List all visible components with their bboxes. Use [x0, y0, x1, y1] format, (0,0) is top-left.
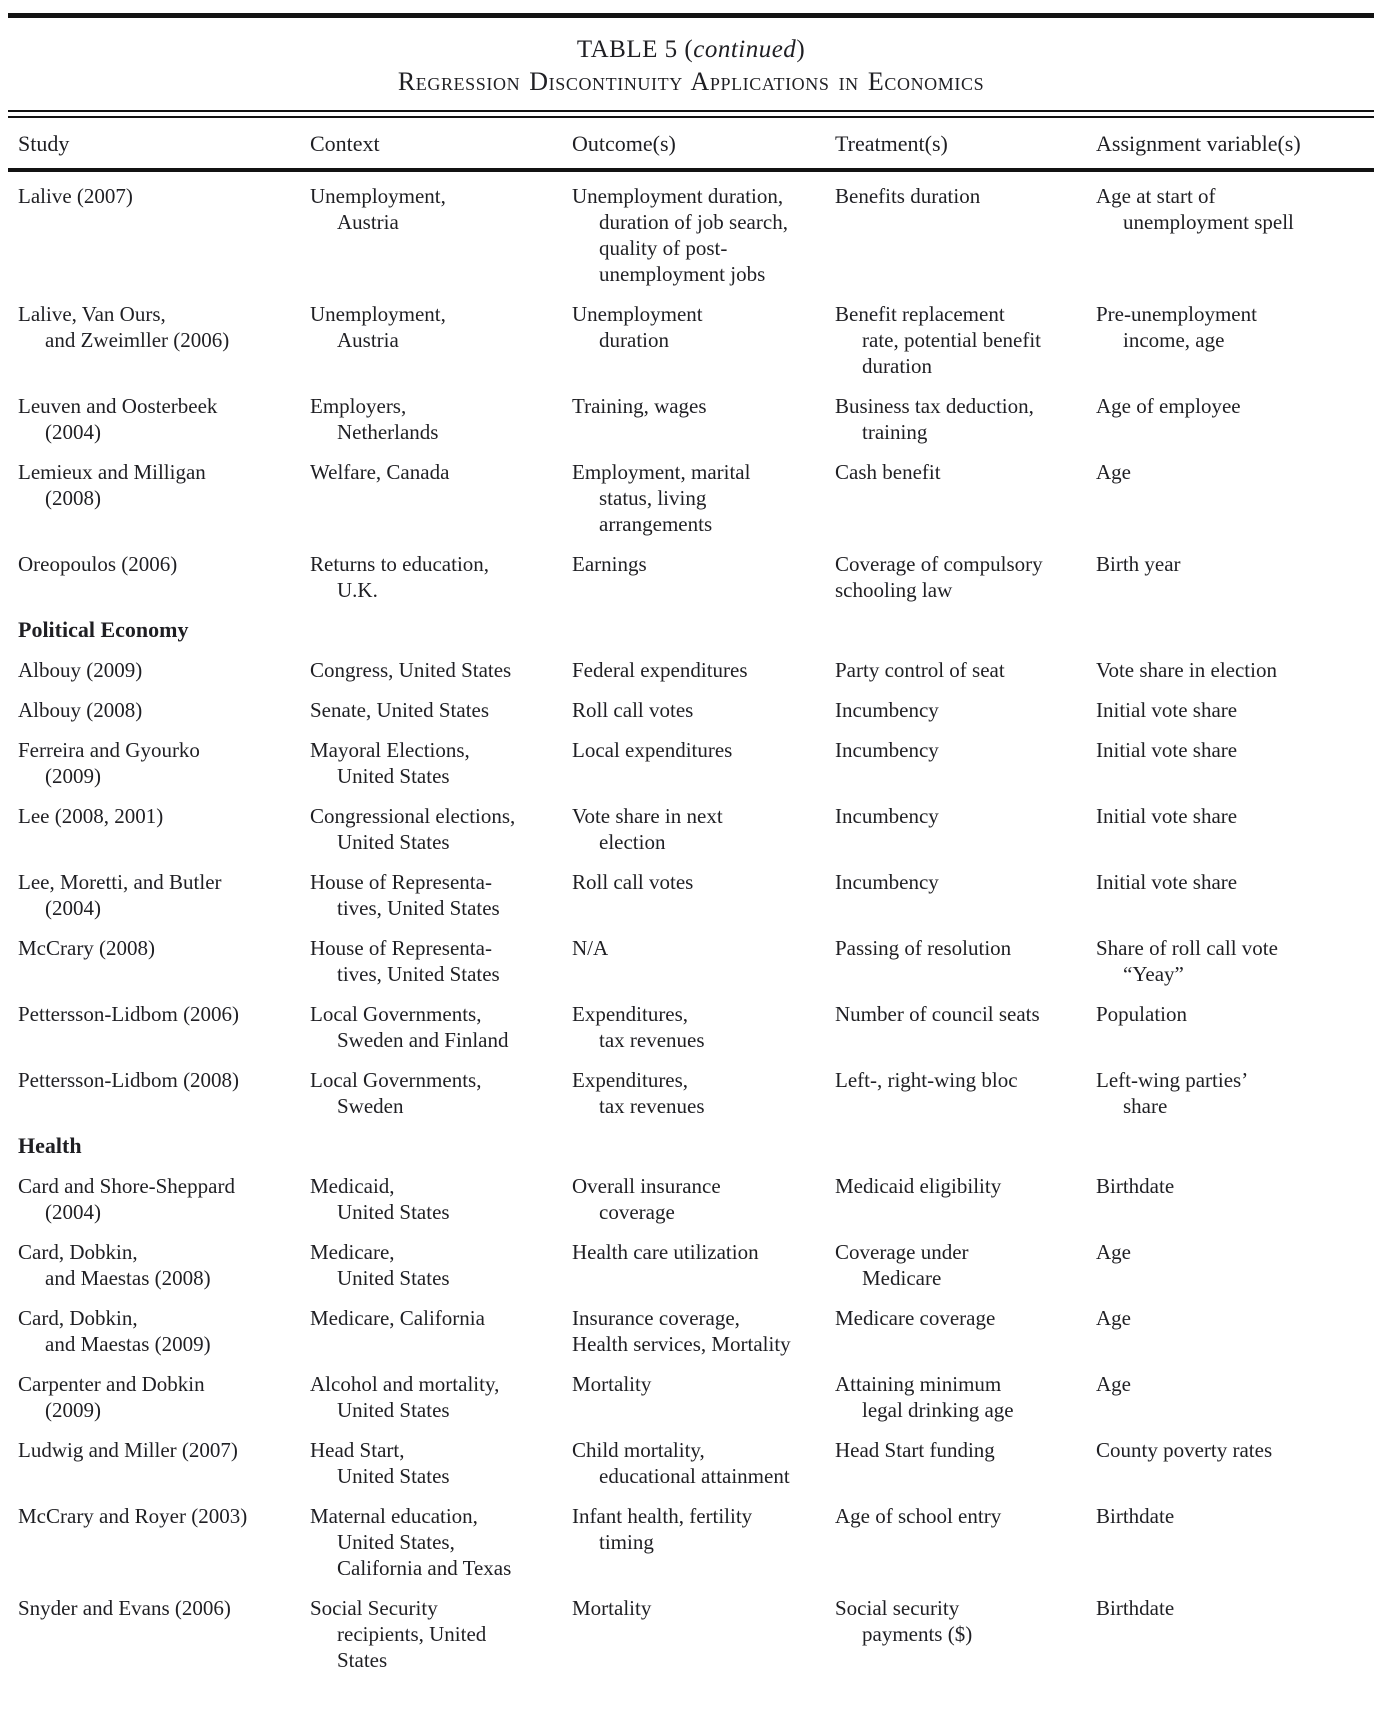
cell-outcomes: [572, 935, 835, 987]
cell-assignment: [1096, 459, 1372, 537]
cell-study: [18, 551, 310, 603]
column-header-outcomes: Outcome(s): [572, 131, 676, 156]
text-line: Age of school entry: [835, 1504, 1002, 1528]
text-line: Congress, United States: [310, 658, 512, 682]
text-line: Age of employee: [1096, 394, 1241, 418]
text-line: Medicare, California: [310, 1306, 485, 1330]
text-line: Card, Dobkin,: [18, 1306, 138, 1330]
cell-assignment: [1096, 1239, 1372, 1291]
text-line: Roll call votes: [572, 698, 694, 722]
text-line: Albouy (2009): [18, 658, 143, 682]
text-line: (2004): [45, 1200, 101, 1224]
cell-outcomes: [572, 657, 835, 683]
cell-context: [310, 737, 572, 789]
text-line: duration: [599, 328, 669, 352]
cell-assignment: [1096, 1067, 1372, 1119]
text-line: Lalive (2007): [18, 184, 133, 208]
top-rule: [8, 13, 1374, 18]
table-title-continued: continued: [693, 36, 797, 63]
text-line: unemployment jobs: [599, 262, 766, 286]
table-row: [0, 1437, 1382, 1489]
table-row: [0, 1239, 1382, 1291]
text-line: Local expenditures: [572, 738, 733, 762]
table-row: [0, 551, 1382, 603]
cell-outcomes: [572, 1595, 835, 1673]
cell-treatments: [835, 1595, 1096, 1673]
text-line: Expenditures,: [572, 1002, 689, 1026]
text-line: Left-wing parties’: [1096, 1068, 1249, 1092]
table-title: [0, 36, 1382, 64]
text-line: House of Representa-: [310, 936, 492, 960]
text-line: Returns to education,: [310, 552, 490, 576]
cell-assignment: [1096, 1437, 1372, 1489]
text-line: Ludwig and Miller (2007): [18, 1438, 238, 1462]
text-line: Age: [1096, 1372, 1131, 1396]
cell-outcomes: [572, 1001, 835, 1053]
text-line: Maternal education,: [310, 1504, 478, 1528]
text-line: Employers,: [310, 394, 407, 418]
cell-context: [310, 657, 572, 683]
text-line: (2004): [45, 420, 101, 444]
text-line: House of Representa-: [310, 870, 492, 894]
text-line: (2004): [45, 896, 101, 920]
text-line: Vote share in election: [1096, 658, 1277, 682]
text-line: duration of job search,: [599, 210, 788, 234]
text-line: Birthdate: [1096, 1596, 1175, 1620]
cell-context: [310, 1305, 572, 1357]
table-row: [0, 1067, 1382, 1119]
cell-outcomes: [572, 551, 835, 603]
cell-treatments: [835, 1001, 1096, 1053]
text-line: Sweden: [337, 1094, 404, 1118]
cell-treatments: [835, 1371, 1096, 1423]
text-line: Unemployment duration,: [572, 184, 784, 208]
cell-study: [18, 301, 310, 379]
cell-treatments: [835, 301, 1096, 379]
text-line: McCrary and Royer (2003): [18, 1504, 248, 1528]
cell-context: [310, 935, 572, 987]
text-line: Number of council seats: [835, 1002, 1040, 1026]
text-line: United States: [337, 1398, 450, 1422]
text-line: Cash benefit: [835, 460, 941, 484]
table-row: [0, 1001, 1382, 1053]
text-line: duration: [862, 354, 932, 378]
text-line: Senate, United States: [310, 698, 490, 722]
text-line: Austria: [337, 328, 399, 352]
text-line: Age: [1096, 460, 1131, 484]
text-line: Ferreira and Gyourko: [18, 738, 200, 762]
table-row: [0, 737, 1382, 789]
cell-study: [18, 869, 310, 921]
text-line: share: [1123, 1094, 1168, 1118]
text-line: Carpenter and Dobkin: [18, 1372, 205, 1396]
cell-context: [310, 1173, 572, 1225]
cell-assignment: [1096, 183, 1372, 287]
text-line: Netherlands: [337, 420, 439, 444]
cell-study: [18, 393, 310, 445]
text-line: Expenditures,: [572, 1068, 689, 1092]
text-line: timing: [599, 1530, 654, 1554]
text-line: Child mortality,: [572, 1438, 705, 1462]
cell-outcomes: [572, 301, 835, 379]
text-line: Sweden and Finland: [337, 1028, 509, 1052]
text-line: Initial vote share: [1096, 738, 1238, 762]
cell-assignment: [1096, 1305, 1372, 1357]
text-line: Lalive, Van Ours,: [18, 302, 166, 326]
cell-assignment: [1096, 737, 1372, 789]
cell-study: [18, 1173, 310, 1225]
cell-study: [18, 1305, 310, 1357]
document-page: [0, 13, 1382, 1720]
cell-study: [18, 1239, 310, 1291]
text-line: Population: [1096, 1002, 1188, 1026]
column-header-treatments: Treatment(s): [835, 131, 948, 156]
text-line: United States: [337, 764, 450, 788]
text-line: tax revenues: [599, 1028, 705, 1052]
text-line: Roll call votes: [572, 870, 694, 894]
cell-outcomes: [572, 869, 835, 921]
text-line: Incumbency: [835, 870, 939, 894]
cell-outcomes: [572, 1503, 835, 1581]
text-line: Birth year: [1096, 552, 1181, 576]
cell-treatments: [835, 697, 1096, 723]
text-line: Local Governments,: [310, 1068, 482, 1092]
double-rule: [8, 110, 1374, 118]
cell-assignment: [1096, 393, 1372, 445]
text-line: Head Start funding: [835, 1438, 995, 1462]
table-subtitle: Regression Discontinuity Applications in Economics: [397, 67, 985, 96]
text-line: Albouy (2008): [18, 698, 143, 722]
cell-treatments: [835, 459, 1096, 537]
text-line: “Yeay”: [1123, 962, 1184, 986]
cell-treatments: [835, 1239, 1096, 1291]
text-line: legal drinking age: [862, 1398, 1014, 1422]
cell-study: [18, 935, 310, 987]
cell-assignment: [1096, 935, 1372, 987]
cell-context: [310, 1371, 572, 1423]
text-line: Birthdate: [1096, 1504, 1175, 1528]
table-row: [0, 803, 1382, 855]
text-line: Benefit replacement: [835, 302, 1005, 326]
text-line: N/A: [572, 936, 609, 960]
cell-context: [310, 1067, 572, 1119]
cell-context: [310, 459, 572, 537]
text-line: Training, wages: [572, 394, 707, 418]
text-line: Overall insurance: [572, 1174, 721, 1198]
text-line: recipients, United: [337, 1622, 487, 1646]
cell-assignment: [1096, 301, 1372, 379]
cell-study: [18, 1371, 310, 1423]
text-line: Lemieux and Milligan: [18, 460, 206, 484]
text-line: Head Start,: [310, 1438, 405, 1462]
table-row: [0, 1371, 1382, 1423]
cell-outcomes: [572, 737, 835, 789]
text-line: Birthdate: [1096, 1174, 1175, 1198]
text-line: Local Governments,: [310, 1002, 482, 1026]
column-header-assignment: Assignment variable(s): [1096, 131, 1301, 156]
table-row: [0, 1305, 1382, 1357]
text-line: Alcohol and mortality,: [310, 1372, 500, 1396]
text-line: Pre-unemployment: [1096, 302, 1257, 326]
text-line: Leuven and Oosterbeek: [18, 394, 218, 418]
table-row: [0, 1173, 1382, 1225]
text-line: Initial vote share: [1096, 698, 1238, 722]
cell-context: [310, 1239, 572, 1291]
text-line: California and Texas: [337, 1556, 512, 1580]
table-row: [0, 301, 1382, 379]
text-line: Mortality: [572, 1596, 652, 1620]
text-line: rate, potential benefit: [862, 328, 1042, 352]
column-header-context: Context: [310, 131, 380, 156]
table-title-prefix: TABLE 5 (: [576, 36, 694, 63]
cell-study: [18, 803, 310, 855]
cell-study: [18, 459, 310, 537]
text-line: payments ($): [862, 1622, 973, 1646]
text-line: Coverage under: [835, 1240, 969, 1264]
text-line: Vote share in next: [572, 804, 723, 828]
text-line: Incumbency: [835, 738, 939, 762]
text-line: income, age: [1123, 328, 1225, 352]
table-title-suffix: ): [796, 36, 806, 63]
cell-context: [310, 183, 572, 287]
cell-context: [310, 1595, 572, 1673]
cell-outcomes: [572, 1305, 835, 1357]
cell-treatments: [835, 1305, 1096, 1357]
cell-assignment: [1096, 803, 1372, 855]
text-line: Medicare: [862, 1266, 942, 1290]
text-line: Attaining minimum: [835, 1372, 1002, 1396]
text-line: Passing of resolution: [835, 936, 1012, 960]
text-line: and Zweimller (2006): [45, 328, 230, 352]
text-line: Party control of seat: [835, 658, 1005, 682]
text-line: Social Security: [310, 1596, 438, 1620]
cell-outcomes: [572, 803, 835, 855]
text-line: schooling law: [835, 578, 953, 602]
cell-treatments: [835, 1173, 1096, 1225]
cell-assignment: [1096, 551, 1372, 603]
text-line: Employment, marital: [572, 460, 751, 484]
cell-outcomes: [572, 1371, 835, 1423]
text-line: election: [599, 830, 666, 854]
text-line: quality of post-: [599, 236, 728, 260]
cell-study: [18, 1503, 310, 1581]
cell-context: [310, 1437, 572, 1489]
cell-study: [18, 1437, 310, 1489]
text-line: and Maestas (2008): [45, 1266, 211, 1290]
cell-assignment: [1096, 1001, 1372, 1053]
text-line: Social security: [835, 1596, 960, 1620]
table-row: [0, 459, 1382, 537]
cell-treatments: [835, 869, 1096, 921]
text-line: Card, Dobkin,: [18, 1240, 138, 1264]
text-line: coverage: [599, 1200, 675, 1224]
table-row: [0, 1595, 1382, 1673]
text-line: tax revenues: [599, 1094, 705, 1118]
cell-outcomes: [572, 697, 835, 723]
cell-treatments: [835, 737, 1096, 789]
text-line: Lee (2008, 2001): [18, 804, 164, 828]
cell-outcomes: [572, 1437, 835, 1489]
cell-study: [18, 657, 310, 683]
text-line: Medicaid,: [310, 1174, 395, 1198]
cell-assignment: [1096, 657, 1372, 683]
column-header-study: Study: [18, 131, 70, 156]
text-line: training: [862, 420, 928, 444]
text-line: Left-, right-wing bloc: [835, 1068, 1018, 1092]
text-line: Medicare coverage: [835, 1306, 996, 1330]
cell-outcomes: [572, 459, 835, 537]
table-row: [0, 183, 1382, 287]
cell-outcomes: [572, 1173, 835, 1225]
text-line: Medicaid eligibility: [835, 1174, 1002, 1198]
text-line: Mortality: [572, 1372, 652, 1396]
cell-study: [18, 1067, 310, 1119]
text-line: Benefits duration: [835, 184, 981, 208]
cell-treatments: [835, 183, 1096, 287]
cell-context: [310, 1503, 572, 1581]
text-line: Health services, Mortality: [572, 1332, 791, 1356]
text-line: Austria: [337, 210, 399, 234]
cell-outcomes: [572, 1239, 835, 1291]
cell-assignment: [1096, 1173, 1372, 1225]
text-line: unemployment spell: [1123, 210, 1294, 234]
table-row: [0, 393, 1382, 445]
text-line: Initial vote share: [1096, 870, 1238, 894]
text-line: Oreopoulos (2006): [18, 552, 178, 576]
text-line: Card and Shore-Sheppard: [18, 1174, 235, 1198]
cell-context: [310, 803, 572, 855]
text-line: (2009): [45, 764, 101, 788]
section-heading-political-economy: Political Economy: [18, 617, 189, 642]
cell-context: [310, 393, 572, 445]
text-line: United States,: [337, 1530, 455, 1554]
text-line: U.K.: [337, 578, 378, 602]
text-line: status, living: [599, 486, 707, 510]
text-line: Unemployment: [572, 302, 703, 326]
cell-treatments: [835, 803, 1096, 855]
text-line: Welfare, Canada: [310, 460, 450, 484]
cell-outcomes: [572, 1067, 835, 1119]
text-line: Pettersson-Lidbom (2008): [18, 1068, 240, 1092]
cell-treatments: [835, 1503, 1096, 1581]
section-heading-health: Health: [18, 1133, 82, 1158]
cell-assignment: [1096, 697, 1372, 723]
cell-context: [310, 697, 572, 723]
text-line: educational attainment: [599, 1464, 790, 1488]
text-line: United States: [337, 1464, 450, 1488]
cell-assignment: [1096, 1595, 1372, 1673]
text-line: United States: [337, 830, 450, 854]
cell-outcomes: [572, 393, 835, 445]
table-row: [0, 1503, 1382, 1581]
cell-treatments: [835, 1067, 1096, 1119]
cell-assignment: [1096, 1503, 1372, 1581]
text-line: Snyder and Evans (2006): [18, 1596, 231, 1620]
cell-context: [310, 301, 572, 379]
text-line: Insurance coverage,: [572, 1306, 740, 1330]
text-line: arrangements: [599, 512, 713, 536]
column-header-row: [0, 118, 1382, 168]
text-line: Lee, Moretti, and Butler: [18, 870, 222, 894]
cell-study: [18, 697, 310, 723]
text-line: Age: [1096, 1306, 1131, 1330]
table-row: [0, 697, 1382, 723]
cell-assignment: [1096, 1371, 1372, 1423]
text-line: Business tax deduction,: [835, 394, 1034, 418]
table-row: [0, 869, 1382, 921]
text-line: Infant health, fertility: [572, 1504, 753, 1528]
cell-assignment: [1096, 869, 1372, 921]
text-line: County poverty rates: [1096, 1438, 1273, 1462]
text-line: Age: [1096, 1240, 1131, 1264]
table-body: [0, 172, 1382, 1673]
text-line: Incumbency: [835, 698, 939, 722]
text-line: Mayoral Elections,: [310, 738, 470, 762]
text-line: and Maestas (2009): [45, 1332, 211, 1356]
table-row: [0, 935, 1382, 987]
table-title-block: [0, 36, 1382, 97]
text-line: (2008): [45, 486, 101, 510]
text-line: Health care utilization: [572, 1240, 759, 1264]
text-line: Federal expenditures: [572, 658, 748, 682]
cell-context: [310, 1001, 572, 1053]
cell-treatments: [835, 551, 1096, 603]
cell-study: [18, 183, 310, 287]
cell-outcomes: [572, 183, 835, 287]
text-line: Congressional elections,: [310, 804, 516, 828]
cell-treatments: [835, 1437, 1096, 1489]
text-line: States: [337, 1648, 388, 1672]
text-line: Earnings: [572, 552, 647, 576]
text-line: Unemployment,: [310, 184, 446, 208]
cell-treatments: [835, 935, 1096, 987]
table-row: [0, 657, 1382, 683]
cell-treatments: [835, 657, 1096, 683]
text-line: United States: [337, 1200, 450, 1224]
text-line: Age at start of: [1096, 184, 1216, 208]
text-line: Incumbency: [835, 804, 939, 828]
cell-context: [310, 869, 572, 921]
text-line: McCrary (2008): [18, 936, 156, 960]
text-line: Share of roll call vote: [1096, 936, 1278, 960]
text-line: United States: [337, 1266, 450, 1290]
text-line: Coverage of compulsory: [835, 552, 1043, 576]
text-line: Medicare,: [310, 1240, 395, 1264]
text-line: (2009): [45, 1398, 101, 1422]
cell-context: [310, 551, 572, 603]
text-line: tives, United States: [337, 962, 500, 986]
text-line: Pettersson-Lidbom (2006): [18, 1002, 240, 1026]
cell-study: [18, 737, 310, 789]
text-line: tives, United States: [337, 896, 500, 920]
text-line: Unemployment,: [310, 302, 446, 326]
text-line: Initial vote share: [1096, 804, 1238, 828]
cell-study: [18, 1001, 310, 1053]
cell-treatments: [835, 393, 1096, 445]
cell-study: [18, 1595, 310, 1673]
